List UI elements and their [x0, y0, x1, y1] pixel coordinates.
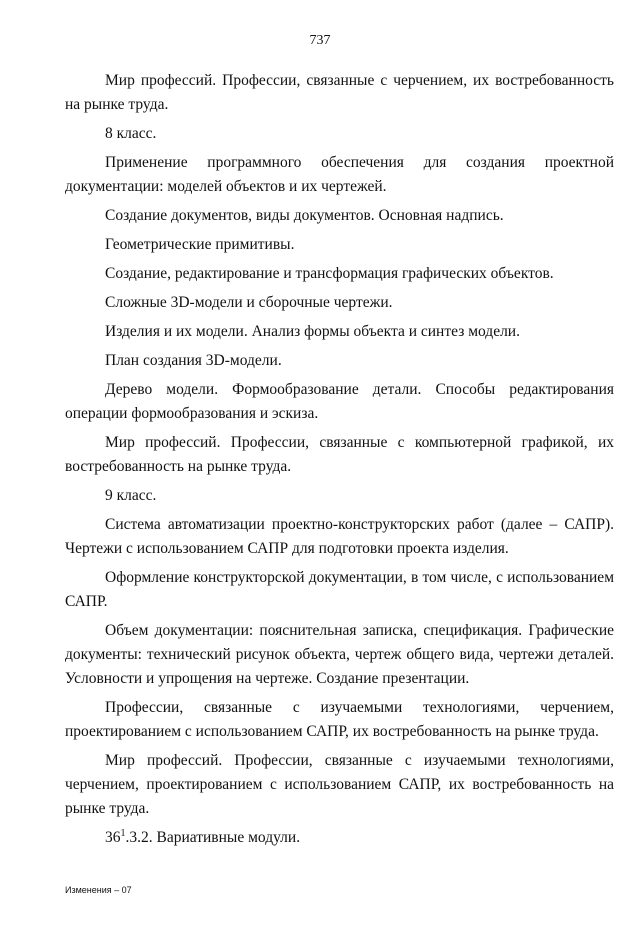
- paragraph: Создание документов, виды документов. Основная надпись.: [105, 207, 504, 224]
- paragraph: Объем документации: пояснительная записка, спецификация. Графические документы: технический рисунок объекта, чертеж общего вида, чертежи деталей. Условности и упрощения на чертеже. Создание презентации.: [65, 622, 614, 687]
- grade-heading: 8 класс.: [105, 125, 157, 142]
- paragraph: Мир профессий. Профессии, связанные с черчением, их востребованность на рынке труда.: [65, 72, 614, 113]
- page-number: 737: [309, 33, 331, 48]
- paragraph: Применение программного обеспечения для создания проектной документации: моделей объектов и их чертежей.: [65, 154, 614, 195]
- paragraph: Мир профессий. Профессии, связанные с изучаемыми технологиями, черчением, проектированием с использованием САПР, их востребованность на рынке труда.: [65, 752, 614, 817]
- paragraph: План создания 3D-модели.: [105, 352, 282, 369]
- paragraph: Изделия и их модели. Анализ формы объекта и синтез модели.: [105, 323, 520, 340]
- paragraph: Система автоматизации проектно-конструкторских работ (далее – САПР). Чертежи с использованием САПР для подготовки проекта изделия.: [65, 516, 614, 557]
- section-title: Вариативные модули.: [152, 829, 301, 846]
- grade-heading: 9 класс.: [105, 487, 157, 504]
- section-number-superscript: 1: [120, 827, 126, 839]
- paragraph: Сложные 3D-модели и сборочные чертежи.: [105, 294, 393, 311]
- section-number-base: 36: [105, 829, 121, 846]
- footer-revision-note: Изменения – 07: [65, 885, 132, 895]
- section-number-rest: .3.2.: [125, 829, 153, 846]
- paragraph: Геометрические примитивы.: [105, 236, 295, 253]
- paragraph: Профессии, связанные с изучаемыми технологиями, черчением, проектированием с использованием САПР, их востребованность на рынке труда.: [65, 699, 614, 740]
- paragraph: Дерево модели. Формообразование детали. Способы редактирования операции формообразования и эскиза.: [65, 381, 614, 422]
- paragraph: Мир профессий. Профессии, связанные с компьютерной графикой, их востребованность на рынке труда.: [65, 434, 614, 475]
- paragraph: Создание, редактирование и трансформация графических объектов.: [105, 265, 554, 282]
- document-body: [65, 69, 614, 855]
- section-heading: [65, 826, 614, 850]
- paragraph: Оформление конструкторской документации, в том числе, с использованием САПР.: [65, 569, 614, 610]
